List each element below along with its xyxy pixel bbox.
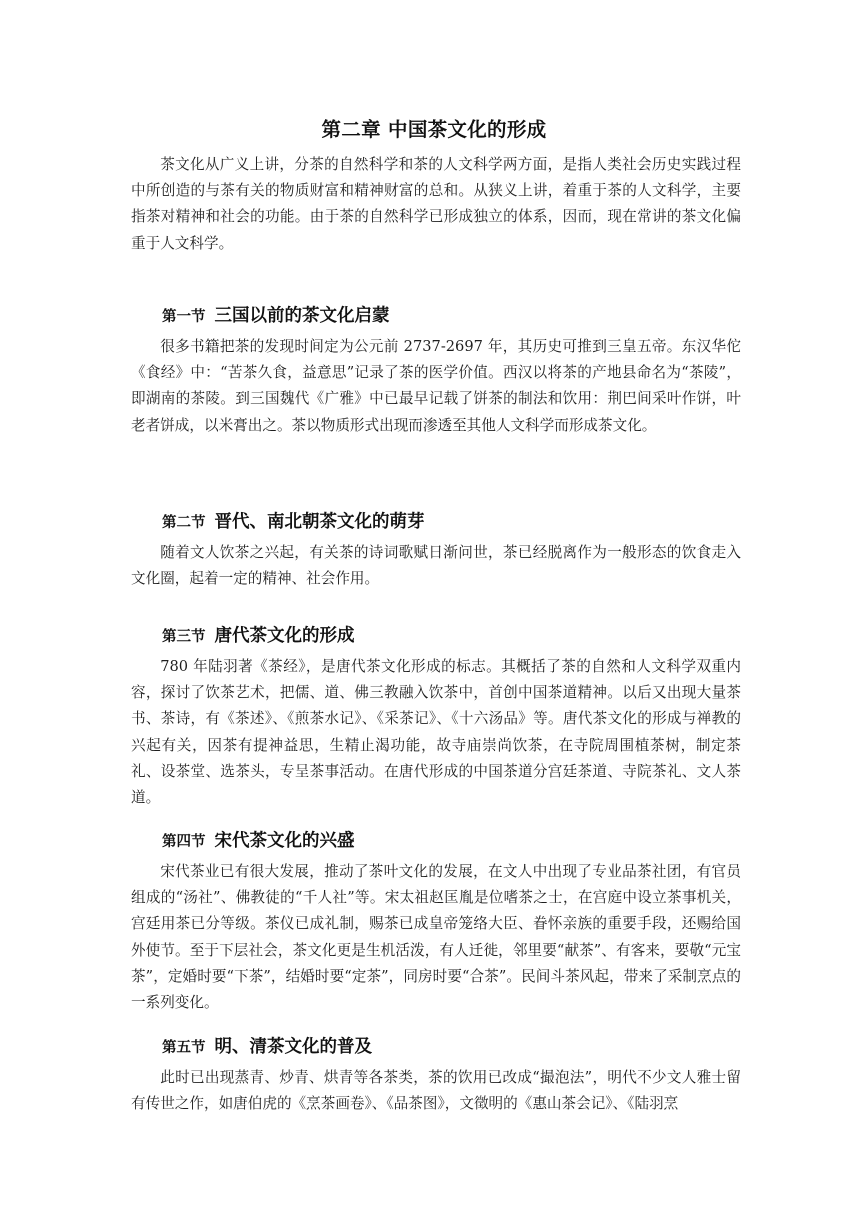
section-number: 第五节	[162, 1040, 206, 1056]
section-heading	[162, 505, 425, 533]
section-number: 第三节	[162, 629, 206, 645]
section-title-text: 宋代茶文化的兴盛	[214, 831, 355, 851]
section-number: 第一节	[162, 309, 206, 325]
section-title-text: 明、清茶文化的普及	[214, 1037, 372, 1057]
section-number: 第四节	[162, 834, 206, 850]
section-paragraph: 宋代茶业已有很大发展，推动了茶叶文化的发展，在文人中出现了专业品茶社团，有官员组成的“汤社”、佛教徒的“千人社”等。宋太祖赵匡胤是位嗜茶之士，在宫庭中设立茶事机关，宫廷用茶已分等级。茶仪已成礼制，赐茶已成皇帝笼络大臣、眷怀亲族的重要手段，还赐给国外使节。至于下层社会，茶文化更是生机活泼，有人迁徙，邻里要“献茶”、有客来，要敬“元宝茶”，定婚时要“下茶”，结婚时要“定茶”，同房时要“合茶”。民间斗茶风起，带来了采制烹点的一系列变化。	[131, 863, 741, 1012]
section-paragraph: 很多书籍把茶的发现时间定为公元前 2737-2697 年，其历史可推到三皇五帝。东汉华佗《食经》中：“苦茶久食，益意思”记录了茶的医学价值。西汉以将茶的产地县命名为“茶陵”，即湖南的茶陵。到三国魏代《广雅》中已最早记载了饼茶的制法和饮用：荆巴间采叶作饼，叶老者饼成，以米膏出之。茶以物质形式出现而渗透至其他人文科学而形成茶文化。	[131, 338, 741, 434]
section-paragraph: 此时已出现蒸青、炒青、烘青等各茶类，茶的饮用已改成“撮泡法”，明代不少文人雅士留有传世之作，如唐伯虎的《烹茶画卷》、《品茶图》，文徵明的《惠山茶会记》、《陆羽烹	[131, 1069, 741, 1113]
chapter-title: 第二章 中国茶文化的形成	[321, 118, 547, 141]
section-paragraph: 780 年陆羽著《茶经》，是唐代茶文化形成的标志。其概括了茶的自然和人文科学双重内容，探讨了饮茶艺术，把儒、道、佛三教融入饮茶中，首创中国茶道精神。以后又出现大量茶书、茶诗，有《茶述》、《煎茶水记》、《采茶记》、《十六汤品》等。唐代茶文化的形成与禅教的兴起有关，因茶有提神益思，生精止渴功能，故寺庙崇尚饮茶，在寺院周围植茶树，制定茶礼、设茶堂、选茶头，专呈茶事活动。在唐代形成的中国茶道分宫廷茶道、寺院茶礼、文人茶道。	[131, 658, 741, 807]
section-number: 第二节	[162, 515, 206, 531]
section-heading	[162, 299, 390, 327]
section-paragraph: 随着文人饮茶之兴起，有关茶的诗词歌赋日渐问世，茶已经脱离作为一般形态的饮食走入文化圈，起着一定的精神、社会作用。	[131, 544, 741, 588]
section-title-text: 晋代、南北朝茶文化的萌芽	[214, 512, 425, 532]
section-title-text: 唐代茶文化的形成	[214, 626, 355, 646]
section-heading	[162, 824, 355, 852]
section-heading	[162, 1030, 372, 1058]
section-heading	[162, 619, 355, 647]
section-title-text: 三国以前的茶文化启蒙	[214, 306, 390, 326]
intro-paragraph: 茶文化从广义上讲，分茶的自然科学和茶的人文科学两方面，是指人类社会历史实践过程中所创造的与茶有关的物质财富和精神财富的总和。从狭义上讲，着重于茶的人文科学，主要指茶对精神和社会的功能。由于茶的自然科学已形成独立的体系，因而，现在常讲的茶文化偏重于人文科学。	[131, 156, 741, 252]
